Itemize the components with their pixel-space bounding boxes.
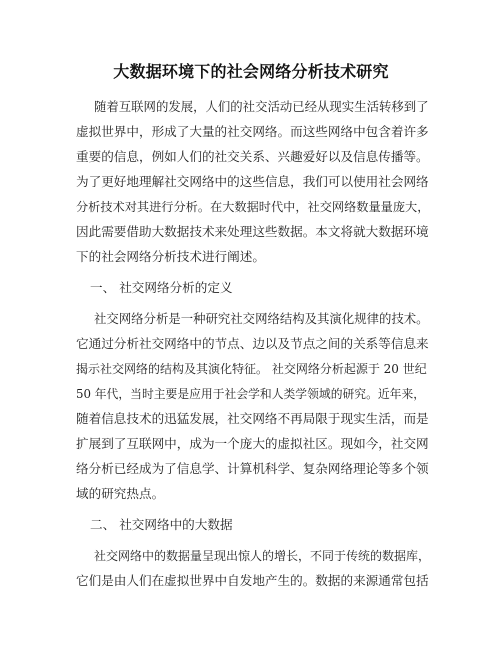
paragraph-2-line: 社交网络分析是一种研究社交网络结构及其演化规律的技术。 <box>94 311 429 326</box>
paragraph-2-line: 随着信息技术的迅猛发展，社交网络不再局限于现实生活，而是 <box>76 411 429 426</box>
paragraph-3-line: 它们是由人们在虚拟世界中自发地产生的。数据的来源通常包括 <box>76 573 429 588</box>
paragraph-1-line: 为了更好地理解社交网络中的这些信息，我们可以使用社会网络 <box>76 174 429 189</box>
paragraph-2-line: 它通过分析社交网络中的节点、边以及节点之间的关系等信息来 <box>76 336 429 351</box>
document-title: 大数据环境下的社会网络分析技术研究 <box>113 62 389 81</box>
paragraph-1-line: 因此需要借助大数据技术来处理这些数据。本文将就大数据环境 <box>76 224 429 239</box>
paragraph-2-line: 50 年代，当时主要是应用于社会学和人类学领域的研究。近年来， <box>76 387 426 401</box>
paragraph-1-line: 重要的信息，例如人们的社交关系、兴趣爱好以及信息传播等。 <box>76 149 429 164</box>
paragraph-2-line: 揭示社交网络的结构及其演化特征。 社交网络分析起源于 20 世纪 <box>76 362 427 376</box>
paragraph-2-line: 域的研究热点。 <box>76 486 165 501</box>
paragraph-1-line: 随着互联网的发展，人们的社交活动已经从现实生活转移到了 <box>94 99 429 114</box>
section-heading-big-data: 二、 社交网络中的大数据 <box>90 517 233 532</box>
section-heading-definition: 一、 社交网络分析的定义 <box>90 280 233 295</box>
paragraph-2-line: 扩展到了互联网中，成为一个庞大的虚拟社区。现如今，社交网 <box>76 436 429 451</box>
paragraph-1-line: 下的社会网络分析技术进行阐述。 <box>76 249 265 264</box>
paragraph-1-line: 分析技术对其进行分析。在大数据时代中，社交网络数量量庞大， <box>76 200 430 214</box>
paragraph-1-line: 虚拟世界中，形成了大量的社交网络。而这些网络中包含着许多 <box>76 124 429 139</box>
paragraph-2-line: 络分析已经成为了信息学、计算机科学、复杂网络理论等多个领 <box>76 461 429 476</box>
paragraph-3-line: 社交网络中的数据量呈现出惊人的增长，不同于传统的数据库， <box>94 549 431 563</box>
